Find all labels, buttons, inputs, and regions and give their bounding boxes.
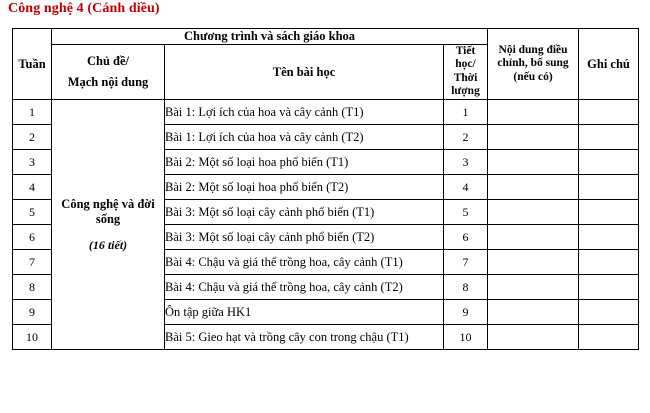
topic-name: Công nghệ và đời sống: [61, 197, 155, 226]
cell-note: [579, 125, 639, 150]
cell-lesson: Bài 3: Một số loại cây cảnh phổ biến (T2): [165, 225, 444, 250]
cell-period: 4: [444, 175, 488, 200]
cell-adjustment: [488, 300, 579, 325]
header-topic-line2: Mạch nội dung: [67, 74, 149, 89]
cell-week: 3: [13, 150, 52, 175]
header-lesson-name: Tên bài học: [165, 44, 444, 99]
cell-period: 3: [444, 150, 488, 175]
cell-week: 1: [13, 100, 52, 125]
cell-week: 2: [13, 125, 52, 150]
header-program-group: Chương trình và sách giáo khoa: [52, 29, 488, 45]
cell-topic-merged: [52, 100, 165, 350]
cell-week: 4: [13, 175, 52, 200]
cell-adjustment: [488, 175, 579, 200]
cell-period: 8: [444, 275, 488, 300]
header-period-line2: học/: [455, 58, 476, 71]
cell-lesson: Bài 4: Chậu và giá thể trồng hoa, cây cảnh (T1): [165, 250, 444, 275]
cell-note: [579, 250, 639, 275]
header-period-line3: Thời: [453, 71, 478, 84]
cell-note: [579, 200, 639, 225]
cell-adjustment: [488, 125, 579, 150]
cell-note: [579, 150, 639, 175]
cell-adjustment: [488, 200, 579, 225]
header-topic: [52, 44, 165, 99]
cell-period: 5: [444, 200, 488, 225]
cell-week: 10: [13, 325, 52, 350]
table-row: [13, 100, 639, 125]
cell-note: [579, 225, 639, 250]
cell-note: [579, 100, 639, 125]
cell-note: [579, 175, 639, 200]
header-topic-line1: Chủ đề/: [86, 54, 130, 69]
cell-note: [579, 275, 639, 300]
teaching-plan-table: [12, 28, 639, 350]
cell-period: 1: [444, 100, 488, 125]
header-adjustment: [488, 29, 579, 100]
cell-lesson: Bài 1: Lợi ích của hoa và cây cảnh (T2): [165, 125, 444, 150]
cell-week: 8: [13, 275, 52, 300]
cell-note: [579, 300, 639, 325]
cell-note: [579, 325, 639, 350]
cell-period: 7: [444, 250, 488, 275]
header-note: Ghi chú: [579, 29, 639, 100]
cell-lesson: Bài 2: Một số loại hoa phổ biến (T1): [165, 150, 444, 175]
cell-adjustment: [488, 150, 579, 175]
cell-week: 7: [13, 250, 52, 275]
cell-week: 5: [13, 200, 52, 225]
cell-lesson: Bài 4: Chậu và giá thể trồng hoa, cây cảnh (T2): [165, 275, 444, 300]
page-title: Công nghệ 4 (Cánh diều): [8, 1, 160, 16]
cell-lesson: Ôn tập giữa HK1: [165, 300, 444, 325]
cell-lesson: Bài 5: Gieo hạt và trồng cây con trong chậu (T1): [165, 325, 444, 350]
cell-period: 9: [444, 300, 488, 325]
topic-duration: (16 tiết): [88, 237, 128, 252]
header-adjustment-line3: (nếu có): [513, 70, 553, 83]
cell-lesson: Bài 3: Một số loại cây cảnh phổ biến (T1): [165, 200, 444, 225]
cell-period: 2: [444, 125, 488, 150]
cell-adjustment: [488, 100, 579, 125]
cell-lesson: Bài 1: Lợi ích của hoa và cây cảnh (T1): [165, 100, 444, 125]
cell-period: 10: [444, 325, 488, 350]
cell-week: 9: [13, 300, 52, 325]
cell-week: 6: [13, 225, 52, 250]
cell-adjustment: [488, 275, 579, 300]
header-period: [444, 44, 488, 99]
header-period-line4: lượng: [451, 85, 480, 98]
cell-adjustment: [488, 325, 579, 350]
header-period-line1: Tiết: [455, 44, 476, 57]
cell-lesson: Bài 2: Một số loại hoa phổ biến (T2): [165, 175, 444, 200]
header-adjustment-line2: chỉnh, bổ sung: [497, 57, 569, 70]
cell-adjustment: [488, 225, 579, 250]
table-header-row-top: [13, 29, 639, 45]
cell-period: 6: [444, 225, 488, 250]
cell-adjustment: [488, 250, 579, 275]
header-week: Tuần: [13, 29, 52, 100]
header-adjustment-line1: Nội dung điều: [498, 43, 568, 56]
